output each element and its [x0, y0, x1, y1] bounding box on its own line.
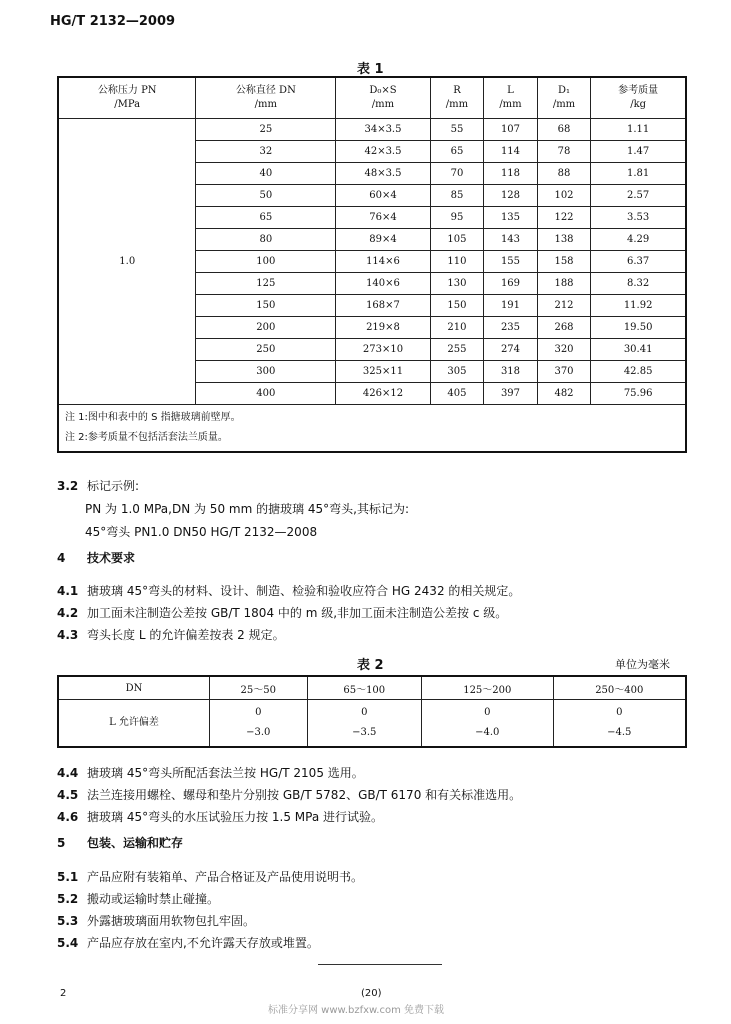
table-cell: 30.41 [591, 339, 686, 361]
header-text: /mm [499, 99, 522, 110]
table-cell: 89×4 [336, 229, 430, 251]
table-cell: 191 [484, 295, 538, 317]
table1-header-cell [196, 77, 336, 119]
footer-rule [318, 964, 442, 965]
header-text: /mm [254, 99, 278, 110]
table1-header-cell [58, 77, 196, 119]
header-text: R [453, 85, 461, 96]
table-cell: 11.92 [591, 295, 686, 317]
table-cell: 60×4 [336, 185, 430, 207]
table1 [57, 76, 687, 453]
table-cell: 268 [537, 317, 591, 339]
table-cell: 150 [196, 295, 336, 317]
bracket-page-number: (20) [361, 988, 382, 999]
clause-text: 弯头长度 L 的允许偏差按表 2 规定。 [87, 628, 285, 642]
table-cell: 8.32 [591, 273, 686, 295]
header-text: /MPa [114, 99, 141, 110]
table-cell: 125 [196, 273, 336, 295]
section-title: 标记示例: [87, 479, 140, 493]
clause-text: 产品应存放在室内,不允许露天存放或堆置。 [87, 936, 319, 950]
table-cell: 143 [484, 229, 538, 251]
clause-number: 5.3 [57, 914, 79, 928]
table-cell: 40 [196, 163, 336, 185]
table-cell: 122 [537, 207, 591, 229]
clause-number: 5.4 [57, 936, 79, 950]
header-text: 参考质量 [618, 85, 659, 96]
table-cell: 78 [537, 141, 591, 163]
table-cell: 1.11 [591, 119, 686, 141]
section-5-items [57, 866, 707, 954]
table-note: 注 1:图中和表中的 S 指搪玻璃前壁厚。 [65, 412, 241, 423]
table2-header-label: DN [58, 676, 210, 700]
clause-number: 4.3 [57, 628, 79, 642]
table2-row-label: L 允许偏差 [58, 700, 210, 748]
header-text: L [507, 85, 514, 96]
table-cell: 140×6 [336, 273, 430, 295]
marking-example-code: 45°弯头 PN1.0 DN50 HG/T 2132—2008 [85, 525, 318, 539]
section-4-heading [57, 549, 135, 566]
page-number: 2 [60, 988, 67, 999]
section-number: 5 [57, 836, 66, 850]
table2-range-cell: 65～100 [307, 676, 422, 700]
table-cell: 426×12 [336, 383, 430, 405]
table-cell: 212 [537, 295, 591, 317]
clause-text: 搬动或运输时禁止碰撞。 [87, 892, 220, 906]
table1-header-row [58, 77, 686, 119]
section-5-heading [57, 834, 183, 851]
table-cell: 135 [484, 207, 538, 229]
standard-code: HG/T 2132—2009 [50, 14, 176, 29]
table-cell: 169 [484, 273, 538, 295]
table2-tolerance-cell [307, 700, 422, 748]
header-text: 公称直径 DN [235, 85, 296, 96]
clause-item [57, 932, 707, 954]
lower-deviation: −3.0 [246, 727, 271, 738]
clause-item [57, 624, 707, 646]
table1-header-cell [430, 77, 484, 119]
table-cell: 88 [537, 163, 591, 185]
table1-header-cell [336, 77, 430, 119]
table-cell: 320 [537, 339, 591, 361]
clause-item [57, 602, 707, 624]
table-cell: 250 [196, 339, 336, 361]
table-cell: 405 [430, 383, 484, 405]
table-row [58, 119, 686, 141]
header-text: 公称压力 PN [97, 85, 157, 96]
clause-number: 4.1 [57, 584, 79, 598]
table-cell: 219×8 [336, 317, 430, 339]
table-cell: 274 [484, 339, 538, 361]
table-cell: 273×10 [336, 339, 430, 361]
table-cell: 34×3.5 [336, 119, 430, 141]
table-cell: 155 [484, 251, 538, 273]
clause-item [57, 910, 707, 932]
table2 [57, 675, 687, 748]
clause-text: 外露搪玻璃面用软物包扎牢固。 [87, 914, 256, 928]
pn-cell: 1.0 [58, 119, 196, 405]
clause-number: 5.1 [57, 870, 79, 884]
table2-tolerance-row [58, 700, 686, 748]
lower-deviation: −3.5 [352, 727, 377, 738]
table-cell: 325×11 [336, 361, 430, 383]
table-cell: 42.85 [591, 361, 686, 383]
clause-number: 5.2 [57, 892, 79, 906]
table2-caption: 表 2 [357, 658, 384, 673]
table2-range-cell: 25～50 [210, 676, 308, 700]
table-cell: 65 [196, 207, 336, 229]
upper-deviation: 0 [361, 707, 368, 718]
lower-deviation: −4.5 [607, 727, 632, 738]
upper-deviation: 0 [484, 707, 491, 718]
table2-range-cell: 250～400 [553, 676, 686, 700]
table-cell: 32 [196, 141, 336, 163]
clause-number: 4.6 [57, 810, 79, 824]
table-cell: 318 [484, 361, 538, 383]
upper-deviation: 0 [616, 707, 623, 718]
table-cell: 3.53 [591, 207, 686, 229]
table-cell: 400 [196, 383, 336, 405]
table-cell: 25 [196, 119, 336, 141]
clause-item [57, 580, 707, 602]
table-cell: 130 [430, 273, 484, 295]
section-3-2 [57, 475, 697, 544]
table2-tolerance-cell [422, 700, 554, 748]
clause-item [57, 806, 707, 828]
table-cell: 114 [484, 141, 538, 163]
table-cell: 255 [430, 339, 484, 361]
table-cell: 107 [484, 119, 538, 141]
table-cell: 55 [430, 119, 484, 141]
table-cell: 305 [430, 361, 484, 383]
clause-text: 搪玻璃 45°弯头所配活套法兰按 HG/T 2105 选用。 [87, 766, 364, 780]
clause-text: 法兰连接用螺栓、螺母和垫片分别按 GB/T 5782、GB/T 6170 和有关标准选用。 [87, 788, 522, 802]
table-cell: 70 [430, 163, 484, 185]
section-title: 技术要求 [87, 551, 136, 565]
table-cell: 85 [430, 185, 484, 207]
table1-notes-row [58, 405, 686, 453]
table-cell: 188 [537, 273, 591, 295]
table-cell: 397 [484, 383, 538, 405]
table-note: 注 2:参考质量不包括活套法兰质量。 [65, 432, 228, 443]
table1-header-cell [484, 77, 538, 119]
header-text: D₀×S [369, 85, 397, 96]
marking-example-line: PN 为 1.0 MPa,DN 为 50 mm 的搪玻璃 45°弯头,其标记为: [85, 502, 410, 516]
upper-deviation: 0 [255, 707, 262, 718]
section-number: 4 [57, 551, 66, 565]
table-cell: 100 [196, 251, 336, 273]
table-cell: 80 [196, 229, 336, 251]
table2-tolerance-cell [553, 700, 686, 748]
header-text: /kg [630, 99, 647, 110]
header-text: /mm [445, 99, 469, 110]
table2-range-cell: 125～200 [422, 676, 554, 700]
table2-unit: 单位为毫米 [615, 658, 670, 671]
clause-text: 加工面未注制造公差按 GB/T 1804 中的 m 级,非加工面未注制造公差按 c 级。 [87, 606, 508, 620]
table-cell: 105 [430, 229, 484, 251]
table-cell: 128 [484, 185, 538, 207]
table1-header-cell [591, 77, 686, 119]
table-cell: 210 [430, 317, 484, 339]
header-text: /mm [371, 99, 395, 110]
table-cell: 1.81 [591, 163, 686, 185]
table-cell: 1.47 [591, 141, 686, 163]
clause-item [57, 866, 707, 888]
clause-text: 搪玻璃 45°弯头的材料、设计、制造、检验和验收应符合 HG 2432 的相关规定。 [87, 584, 521, 598]
table2-header-row [58, 676, 686, 700]
clause-text: 产品应附有装箱单、产品合格证及产品使用说明书。 [87, 870, 364, 884]
table-cell: 50 [196, 185, 336, 207]
table-cell: 235 [484, 317, 538, 339]
header-text: /mm [552, 99, 576, 110]
table-cell: 110 [430, 251, 484, 273]
table-cell: 114×6 [336, 251, 430, 273]
table1-header-cell [537, 77, 591, 119]
section-4-items [57, 580, 707, 646]
table2-tolerance-cell [210, 700, 308, 748]
watermark: 标准分享网 www.bzfxw.com 免费下载 [268, 1005, 444, 1016]
table-cell: 300 [196, 361, 336, 383]
table-cell: 482 [537, 383, 591, 405]
clause-number: 4.5 [57, 788, 79, 802]
section-title: 包装、运输和贮存 [87, 836, 184, 850]
table-cell: 138 [537, 229, 591, 251]
table-cell: 48×3.5 [336, 163, 430, 185]
clause-text: 搪玻璃 45°弯头的水压试验压力按 1.5 MPa 进行试验。 [87, 810, 384, 824]
table-cell: 158 [537, 251, 591, 273]
table-cell: 75.96 [591, 383, 686, 405]
clause-number: 4.2 [57, 606, 79, 620]
table-cell: 2.57 [591, 185, 686, 207]
header-text: D₁ [557, 85, 571, 96]
table-cell: 68 [537, 119, 591, 141]
table1-caption: 表 1 [357, 62, 384, 77]
table-cell: 65 [430, 141, 484, 163]
table-cell: 19.50 [591, 317, 686, 339]
table-cell: 6.37 [591, 251, 686, 273]
clause-number: 4.4 [57, 766, 79, 780]
table-cell: 95 [430, 207, 484, 229]
table-cell: 150 [430, 295, 484, 317]
table-cell: 370 [537, 361, 591, 383]
lower-deviation: −4.0 [475, 727, 500, 738]
clause-item [57, 784, 707, 806]
table1-notes [58, 405, 686, 453]
clause-item [57, 888, 707, 910]
table-cell: 118 [484, 163, 538, 185]
table-cell: 168×7 [336, 295, 430, 317]
table-cell: 102 [537, 185, 591, 207]
section-number: 3.2 [57, 479, 79, 493]
table-cell: 4.29 [591, 229, 686, 251]
table-cell: 76×4 [336, 207, 430, 229]
section-4-items-continued [57, 762, 707, 828]
table-cell: 42×3.5 [336, 141, 430, 163]
clause-item [57, 762, 707, 784]
table-cell: 200 [196, 317, 336, 339]
